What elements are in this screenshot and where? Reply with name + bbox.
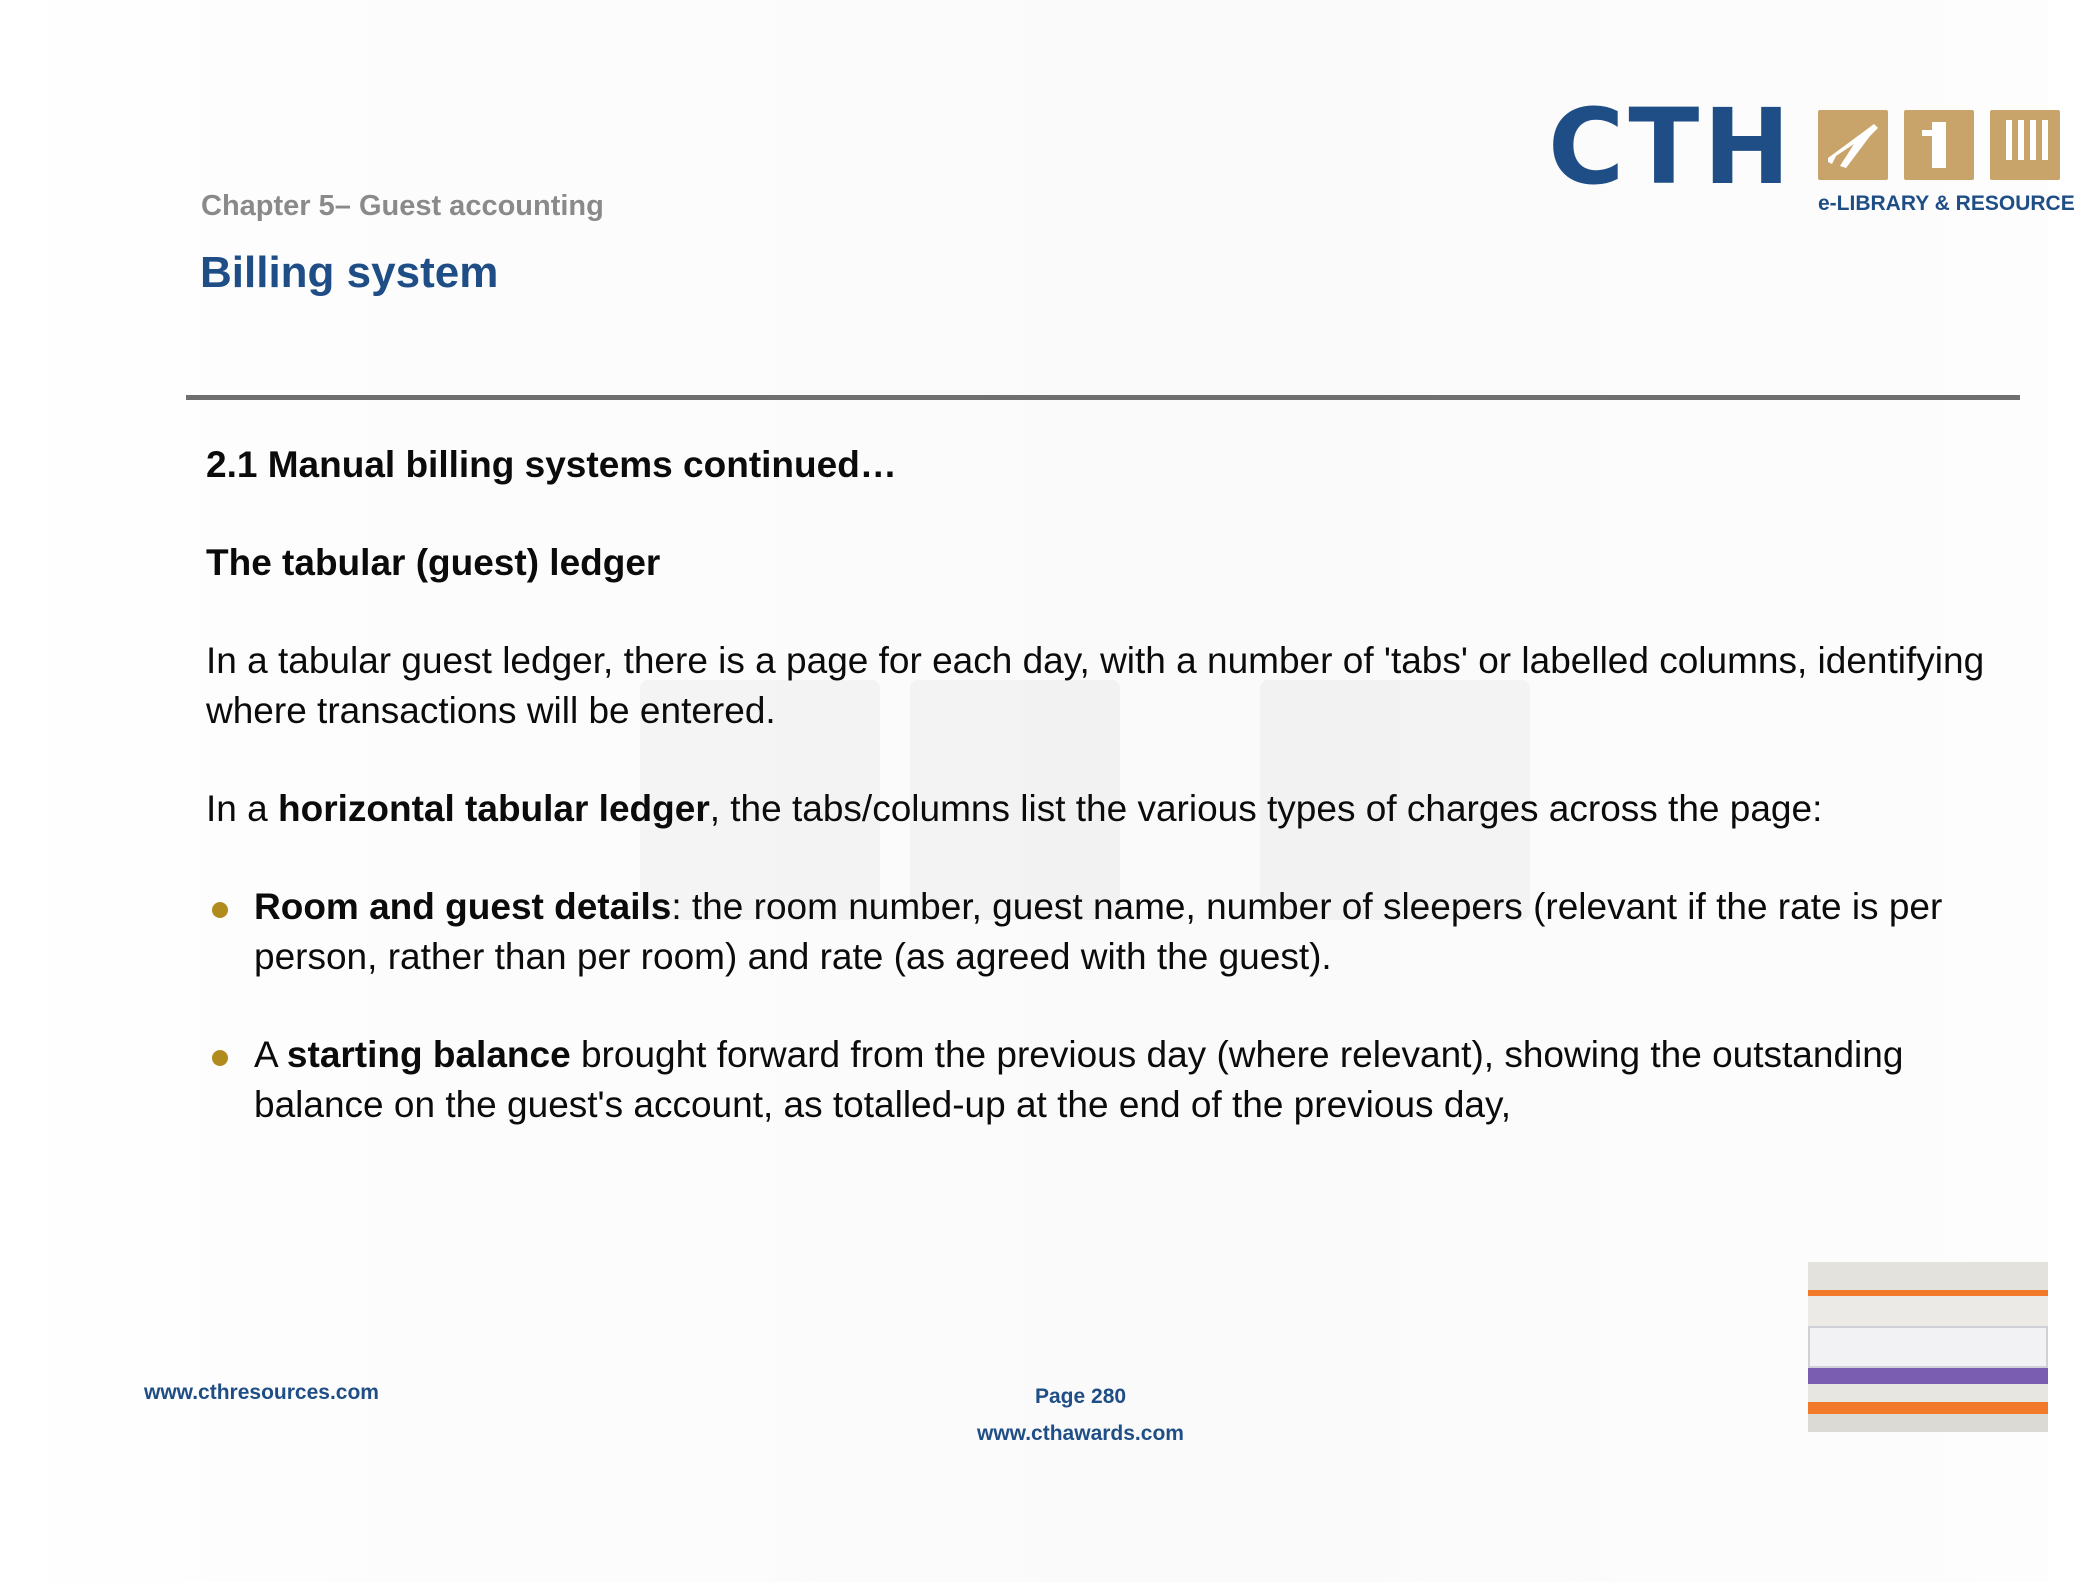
- list-item-text: [254, 1030, 2006, 1130]
- list-item-text: [254, 882, 2006, 982]
- page-title: Billing system: [200, 248, 499, 297]
- footer-website-right[interactable]: www.cthawards.com: [977, 1422, 1184, 1445]
- para2-post-text: , the tabs/columns list the various types of charges across the page:: [709, 788, 1823, 829]
- cth-logo: [1548, 86, 2075, 220]
- bullet-icon: [212, 1050, 228, 1066]
- section-heading: 2.1 Manual billing systems continued…: [206, 444, 897, 485]
- fork-icon: [1990, 110, 2060, 180]
- sub-heading: The tabular (guest) ledger: [206, 542, 661, 583]
- logo-subtitle: e-LIBRARY & RESOURCE: [1818, 192, 2075, 215]
- books-illustration: [1808, 1262, 2048, 1432]
- bullet-post-text: : the room number, guest name, number of sleepers (relevant if the rate is per person, rather than per room) and rate (as agreed with the guest).: [254, 886, 1943, 977]
- building-icon: [1904, 110, 1974, 180]
- para2-pre-text: In a: [206, 788, 278, 829]
- bullet-icon: [212, 902, 228, 918]
- main-content: [206, 440, 2006, 1130]
- page-number: Page 280: [1035, 1385, 1127, 1408]
- list-item: [206, 882, 2006, 982]
- logo-text: CTH: [1548, 86, 1795, 208]
- paragraph-intro: In a tabular guest ledger, there is a page for each day, with a number of 'tabs' or labelled columns, identifying where transactions will be entered.: [206, 640, 1985, 731]
- footer-website-left[interactable]: www.cthresources.com: [144, 1381, 379, 1404]
- bullet-post-text: brought forward from the previous day (where relevant), showing the outstanding balance on the guest's account, as totalled-up at the end of the previous day,: [254, 1034, 1904, 1125]
- plane-icon: [1818, 110, 1888, 180]
- para2-bold-text: horizontal tabular ledger: [278, 788, 710, 829]
- header-divider: [186, 395, 2020, 400]
- bullet-pre-text: A: [254, 1034, 287, 1075]
- chapter-label: Chapter 5– Guest accounting: [201, 190, 604, 222]
- paragraph-horizontal-ledger: [206, 784, 2006, 834]
- bullet-bold-text: Room and guest details: [254, 886, 672, 927]
- list-item: [206, 1030, 2006, 1130]
- bullet-bold-text: starting balance: [286, 1034, 571, 1075]
